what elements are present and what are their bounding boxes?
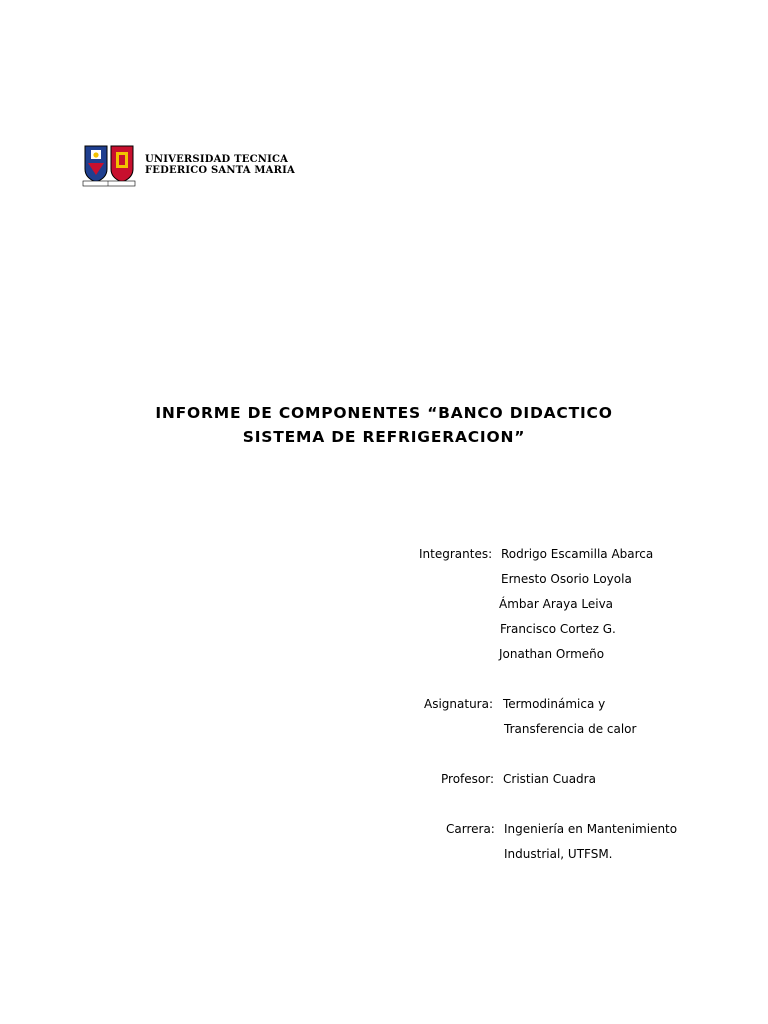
member-name: Rodrigo Escamilla Abarca: [501, 547, 654, 561]
integrantes-label: Integrantes:: [419, 547, 493, 561]
asignatura-value-line2: Transferencia de calor: [504, 722, 637, 736]
profesor-label: Profesor:: [441, 772, 495, 786]
report-title-line2: SISTEMA DE REFRIGERACION”: [242, 428, 526, 446]
profesor-value: Cristian Cuadra: [503, 772, 596, 786]
university-name: [145, 154, 295, 176]
report-title: [0, 401, 768, 449]
member-name: Ámbar Araya Leiva: [499, 597, 614, 611]
member-name: Francisco Cortez G.: [500, 622, 616, 636]
asignatura-value-line1: Termodinámica y: [503, 697, 606, 711]
university-crest-icon: [82, 143, 136, 187]
asignatura-label: Asignatura:: [424, 697, 494, 711]
report-title-line1: INFORME DE COMPONENTES “BANCO DIDACTICO: [155, 404, 613, 422]
member-name: Ernesto Osorio Loyola: [501, 572, 632, 586]
carrera-label: Carrera:: [446, 822, 495, 836]
university-name-line2: FEDERICO SANTA MARIA: [145, 165, 295, 176]
member-name: Jonathan Ormeño: [499, 647, 605, 661]
carrera-value-line1: Ingeniería en Mantenimiento: [504, 822, 678, 836]
university-name-line1: UNIVERSIDAD TECNICA: [145, 154, 289, 165]
university-logo: [82, 143, 295, 189]
carrera-value-line2: Industrial, UTFSM.: [504, 847, 613, 861]
